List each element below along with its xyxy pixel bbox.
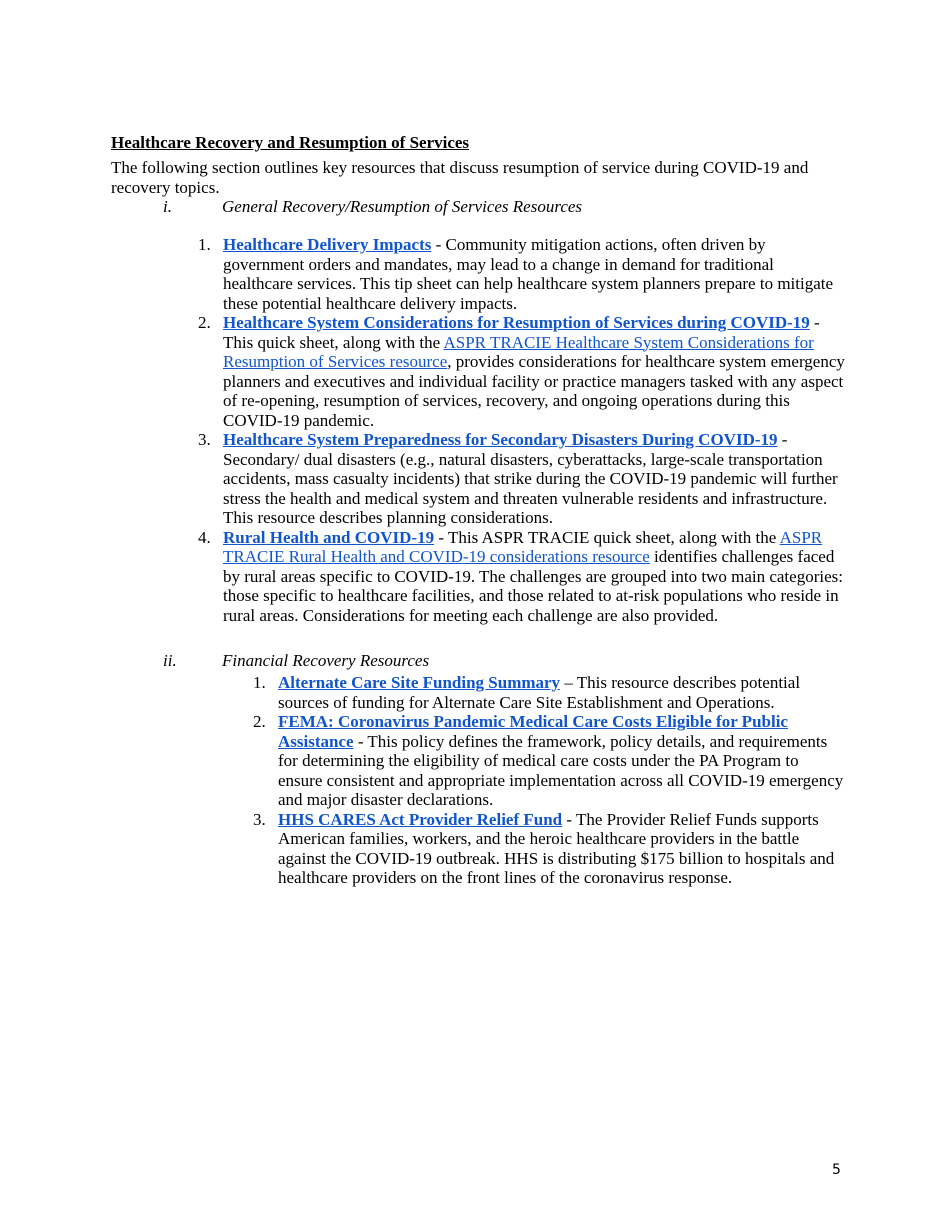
item-description-cont: , provides considerations for healthcare system emergency planners and executives and individual facility or practice managers tasked with any aspect of re-opening, resumption of services, recovery, and ongoing operations during this COVID-19 pandemic. <box>223 352 845 430</box>
item-description: - The Provider Relief Funds supports American families, workers, and the heroic healthcare providers in the battle against the COVID-19 outbreak. HHS is distributing $175 billion to hospitals and healthcare providers on the front lines of the coronavirus response. <box>278 809 835 887</box>
list-item <box>253 810 846 888</box>
secondary-resource-link[interactable]: ASPR TRACIE Rural Health and COVID-19 considerations resource <box>223 527 823 566</box>
resource-link[interactable]: Rural Health and COVID-19 <box>223 527 435 547</box>
list-item <box>198 430 846 528</box>
item-number: 3. <box>198 430 211 449</box>
subsection-numeral: i. <box>163 197 172 216</box>
page-number: 5 <box>832 1162 841 1178</box>
resource-link[interactable]: Healthcare System Considerations for Resumption of Services during COVID-19 <box>223 313 810 332</box>
list-item <box>253 673 846 712</box>
subsection-title: Financial Recovery Resources <box>222 651 430 670</box>
item-number: 3. <box>253 809 266 829</box>
financial-resources-list <box>253 673 846 888</box>
item-description: - This policy defines the framework, policy details, and requirements for determining the eligibility of medical care costs under the PA Program to ensure consistent and appropriate implementation across all COVID-19 emergency and major disaster declarations. <box>278 731 844 809</box>
list-item <box>198 313 846 430</box>
item-number: 2. <box>198 313 211 332</box>
list-item <box>198 235 846 313</box>
intro-paragraph: The following section outlines key resources that discuss resumption of service during COVID-19 and recovery topics. <box>111 158 809 197</box>
item-description: - This quick sheet, along with the <box>223 313 820 352</box>
subsection-numeral: ii. <box>163 651 177 670</box>
subsection-title: General Recovery/Resumption of Services Resources <box>222 197 583 216</box>
list-item <box>253 712 846 810</box>
resource-link[interactable]: HHS CARES Act Provider Relief Fund <box>278 809 563 829</box>
item-number: 2. <box>253 712 266 731</box>
subsection-heading-general <box>163 197 582 217</box>
subsection-heading-financial <box>163 651 429 671</box>
item-description: - Community mitigation actions, often driven by government orders and mandates, may lead to a change in demand for traditional healthcare services. This tip sheet can help healthcare system planners prepare to mitigate these potential healthcare delivery impacts. <box>223 235 834 313</box>
item-description: - Secondary/ dual disasters (e.g., natural disasters, cyberattacks, large-scale transportation accidents, mass casualty incidents) that strike during the COVID-19 pandemic will further stress the health and medical system and threaten vulnerable residents and infrastructure. This resource describes planning considerations. <box>223 430 838 527</box>
item-description: – This resource describes potential sources of funding for Alternate Care Site Establishment and Operations. <box>278 673 801 712</box>
list-item <box>198 528 846 626</box>
section-heading: Healthcare Recovery and Resumption of Services <box>111 133 470 152</box>
resource-link[interactable]: FEMA: Coronavirus Pandemic Medical Care Costs Eligible for Public Assistance <box>278 712 788 751</box>
item-number: 1. <box>253 673 266 692</box>
general-resources-list <box>198 235 846 625</box>
resource-link[interactable]: Healthcare System Preparedness for Secondary Disasters During COVID-19 <box>223 430 778 449</box>
item-number: 1. <box>198 235 211 254</box>
item-description: - This ASPR TRACIE quick sheet, along with the <box>434 527 780 547</box>
resource-link[interactable]: Alternate Care Site Funding Summary <box>278 673 561 692</box>
secondary-resource-link[interactable]: ASPR TRACIE Healthcare System Considerations for Resumption of Services resource <box>223 332 814 371</box>
item-description-cont: identifies challenges faced by rural areas specific to COVID-19. The challenges are grouped into two main categories: those specific to healthcare facilities, and those related to at-risk populations who reside in rural areas. Considerations for meeting each challenge are also provided. <box>223 547 843 625</box>
item-number: 4. <box>198 527 211 547</box>
resource-link[interactable]: Healthcare Delivery Impacts <box>223 235 432 254</box>
